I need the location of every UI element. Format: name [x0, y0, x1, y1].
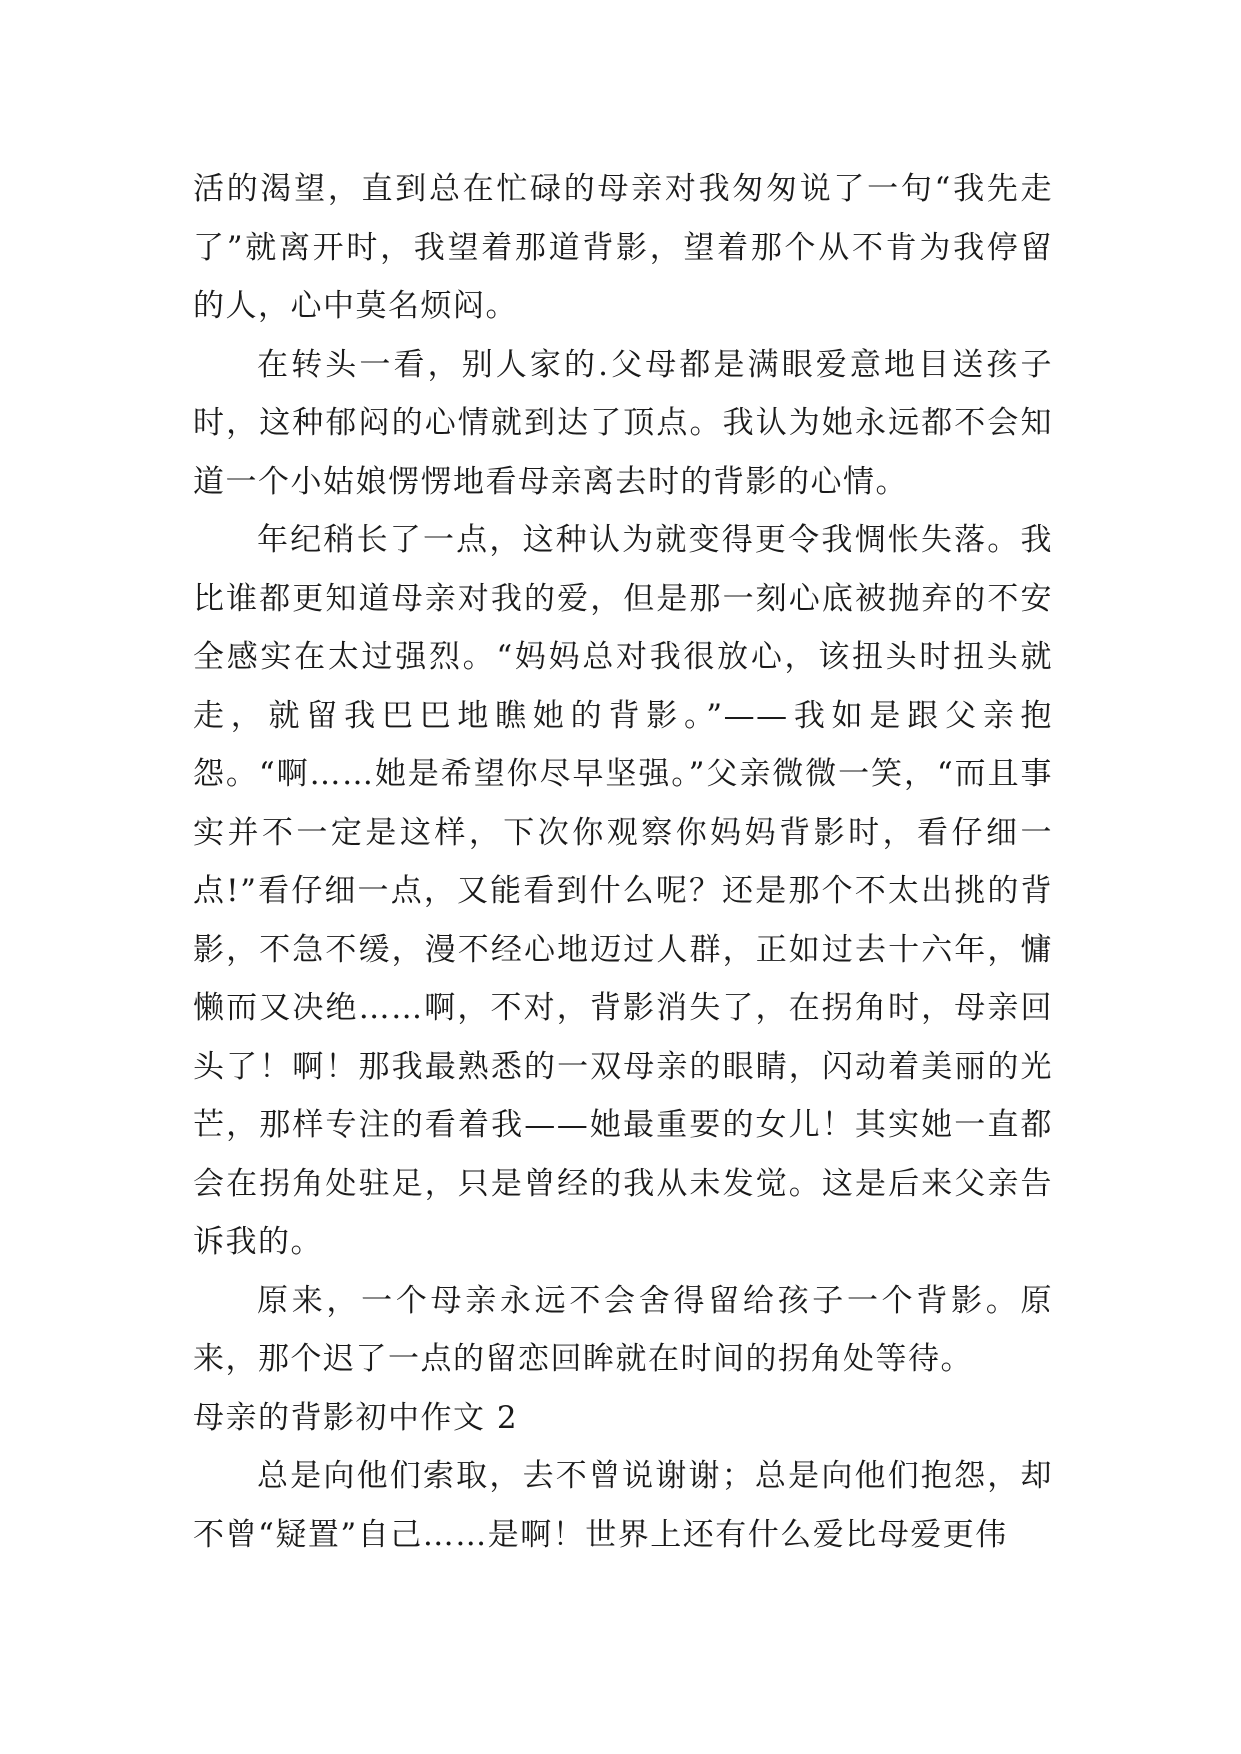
paragraph-1: 活的渴望，直到总在忙碌的母亲对我匆匆说了一句“我先走了”就离开时，我望着那道背影，望着那个从不肯为我停留的人，心中莫名烦闷。	[193, 171, 1053, 324]
document-body	[193, 160, 1053, 1564]
paragraph-3: 年纪稍长了一点，这种认为就变得更令我惆怅失落。我比谁都更知道母亲对我的爱，但是那一刻心底被抛弃的不安全感实在太过强烈。“妈妈总对我很放心，该扭头时扭头就走，就留我巴巴地瞧她的背影。”——我如是跟父亲抱怨。“啊……她是希望你尽早坚强。”父亲微微一笑，“而且事实并不一定是这样，下次你观察你妈妈背影时，看仔细一点!”看仔细一点，又能看到什么呢？还是那个不太出挑的背影，不急不缓，漫不经心地迈过人群，正如过去十六年，慵懒而又决绝……啊，不对，背影消失了，在拐角时，母亲回头了！啊！那我最熟悉的一双母亲的眼睛，闪动着美丽的光芒，那样专注的看着我——她最重要的女儿！其实她一直都会在拐角处驻足，只是曾经的我从未发觉。这是后来父亲告诉我的。	[193, 522, 1053, 1260]
paragraph-4: 原来，一个母亲永远不会舍得留给孩子一个背影。原来，那个迟了一点的留恋回眸就在时间的拐角处等待。	[193, 1282, 1053, 1377]
section-heading: 母亲的背影初中作文 2	[193, 1399, 519, 1436]
paragraph-2: 在转头一看，别人家的.父母都是满眼爱意地目送孩子时，这种郁闷的心情就到达了顶点。我认为她永远都不会知道一个小姑娘愣愣地看母亲离去时的背影的心情。	[193, 346, 1053, 500]
paragraph-5: 总是向他们索取，去不曾说谢谢；总是向他们抱怨，却不曾“疑置”自己……是啊！世界上还有什么爱比母爱更伟	[193, 1458, 1053, 1553]
